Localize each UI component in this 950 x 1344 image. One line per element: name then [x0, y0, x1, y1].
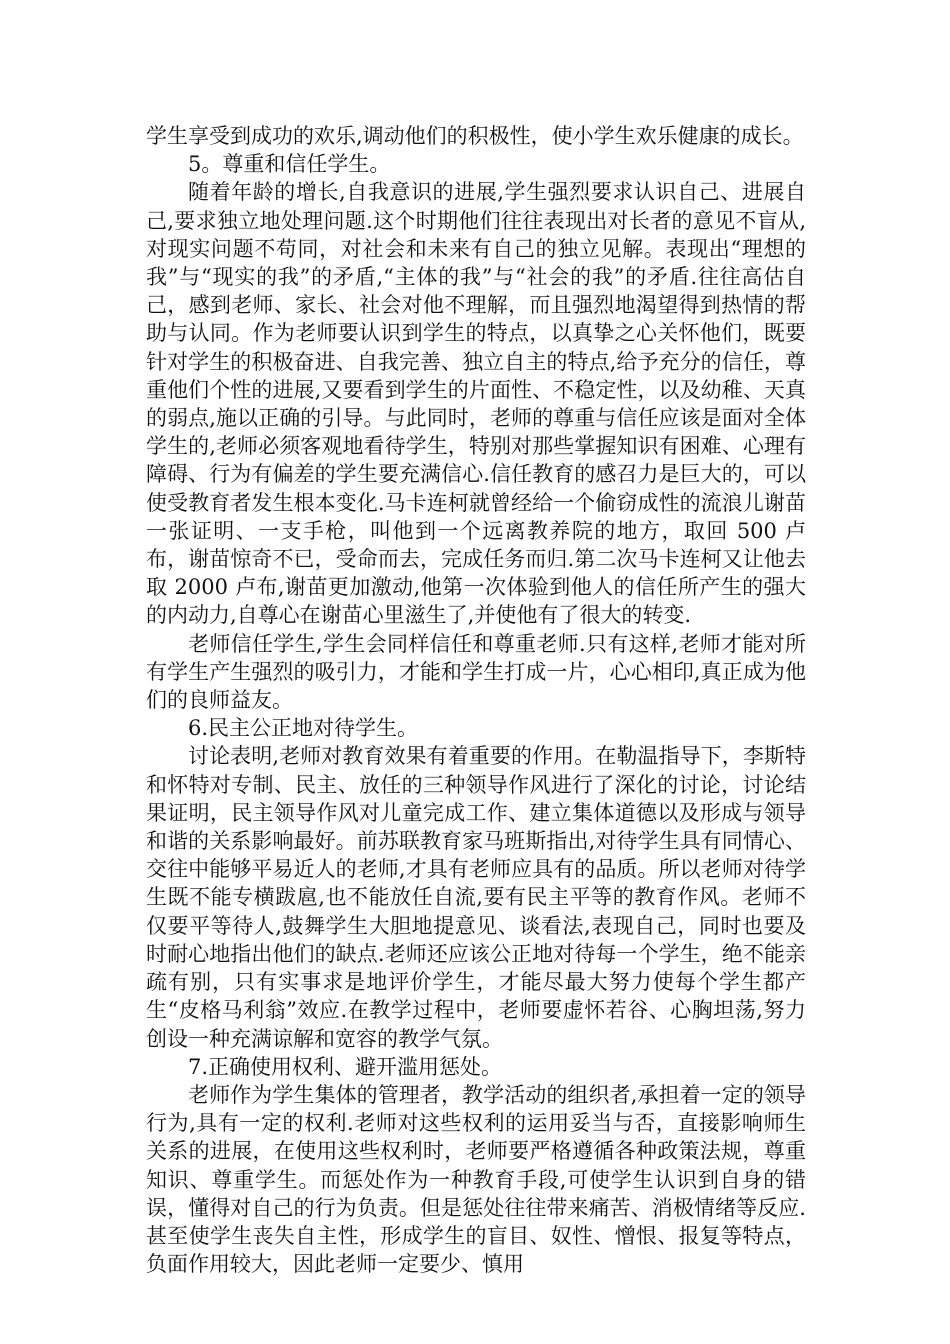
paragraph-continuation: 学生享受到成功的欢乐,调动他们的积极性，使小学生欢乐健康的成长。 [146, 124, 804, 148]
paragraph-mutual-trust: 老师信任学生,学生会同样信任和尊重老师.只有这样,老师才能对所有学生产生强烈的吸引力，才能和学生打成一片，心心相印,真正成为他们的良师益友。 [146, 631, 806, 713]
heading-proper-use-of-authority: 7.正确使用权利、避开滥用惩处。 [188, 1054, 503, 1079]
paragraph-self-awareness: 随着年龄的增长,自我意识的进展,学生强烈要求认识自己、进展自己,要求独立地处理问题.这个时期他们往往表现出对长者的意见不盲从,对现实问题不苟同，对社会和未来有自己的独立见解。表现出“理想的我”与“现实的我”的矛盾,“主体的我”与“社会的我”的矛盾.往往高估自己，感到老师、家长、社会对他不理解，而且强烈地渴望得到热情的帮助与认同。作为老师要认识到学生的特点，以真挚之心关怀他们，既要针对学生的积极奋进、自我完善、独立自主的特点,给予充分的信任，尊重他们个性的进展,又要看到学生的片面性、不稳定性，以及幼稚、天真的弱点,施以正确的引导。与此同时，老师的尊重与信任应该是面对全体学生的,老师必须客观地看待学生，特别对那些掌握知识有困难、心理有障碍、行为有偏差的学生要充满信心.信任教育的感召力是巨大的，可以使受教育者发生根本变化.马卡连柯就曾经给一个偷窃成性的流浪儿谢苗一张证明、一支手枪，叫他到一个远离教养院的地方，取回 500 卢布，谢苗惊奇不已，受命而去，完成任务而归.第二次马卡连柯又让他去取 2000 卢布,谢苗更加激动,他第一次体验到他人的信任所产生的强大的内动力,自尊心在谢苗心里滋生了,并使他有了很大的转变. [146, 180, 806, 628]
heading-respect-and-trust: 5。尊重和信任学生。 [188, 152, 391, 177]
document-body [146, 122, 806, 1278]
paragraph-leadership-styles: 讨论表明,老师对教育效果有着重要的作用。在勒温指导下，李斯特和怀特对专制、民主、放任的三种领导作风进行了深化的讨论，讨论结果证明，民主领导作风对儿童完成工作、建立集体道德以及形成与领导和谐的关系影响最好。前苏联教育家马班斯指出,对待学生具有同情心、交往中能够平易近人的老师,才具有老师应具有的品质。所以老师对待学生既不能专横跋扈,也不能放任自流,要有民主平等的教育作风。老师不仅要平等待人,鼓舞学生大胆地提意见、谈看法,表现自己，同时也要及时耐心地指出他们的缺点.老师还应该公正地对待每一个学生，绝不能亲疏有别，只有实事求是地评价学生，才能尽最大努力使每个学生都产生“皮格马利翁”效应.在教学过程中，老师要虚怀若谷、心胸坦荡,努力创设一种充满谅解和宽容的教学气氛。 [146, 744, 806, 1051]
paragraph-authority-and-punishment: 老师作为学生集体的管理者，教学活动的组织者,承担着一定的领导行为,具有一定的权利.老师对这些权利的运用妥当与否，直接影响师生关系的进展，在使用这些权利时，老师要严格遵循各种政策法规，尊重知识、尊重学生。而惩处作为一种教育手段,可使学生认识到自身的错误，懂得对自己的行为负责。但是惩处往往带来痛苦、消极情绪等反应.甚至使学生丧失自主性，形成学生的盲目、奴性、憎恨、报复等特点，负面作用较大，因此老师一定要少、慎用 [146, 1082, 806, 1277]
heading-democratic-fairness: 6.民主公正地对待学生。 [188, 716, 419, 741]
